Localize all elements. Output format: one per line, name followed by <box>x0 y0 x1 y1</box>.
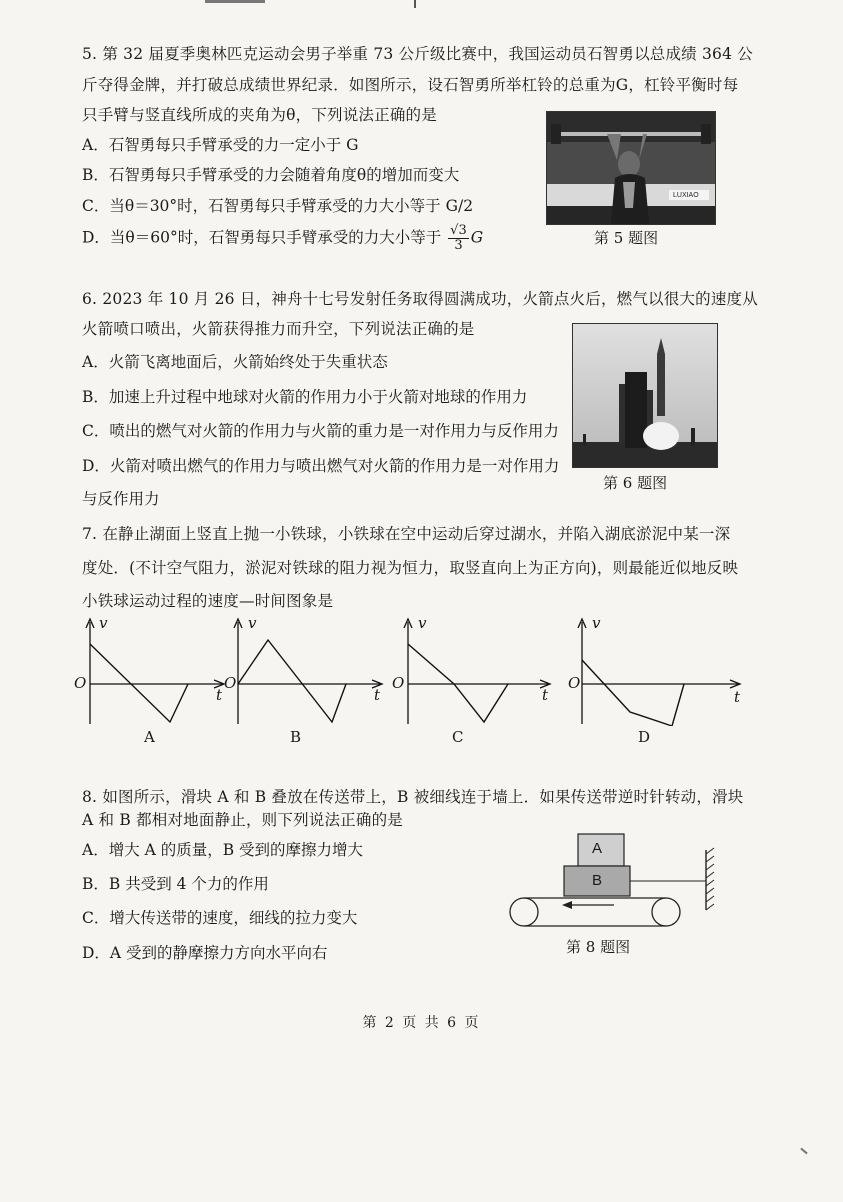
q5-option-d-g: G <box>470 228 484 247</box>
q8-option-d: D．A 受到的静摩擦力方向水平向右 <box>82 944 328 962</box>
block-b-label: B <box>592 872 603 889</box>
conveyor-diagram <box>506 832 726 932</box>
graph-c-origin: O <box>392 674 405 692</box>
scan-mark <box>205 0 265 3</box>
weightlifter-photo <box>546 111 716 225</box>
graph-b-v-label: v <box>248 614 257 632</box>
q6-stem-line-2: 火箭喷口喷出，火箭获得推力而升空，下列说法正确的是 <box>82 320 475 338</box>
q7-stem-line-2: 度处．(不计空气阻力，淤泥对铁球的阻力视为恒力，取竖直向上为正方向)，则最能近似地反映 <box>82 559 739 577</box>
q5-stem-line-3: 只手臂与竖直线所成的夹角为θ，下列说法正确的是 <box>82 106 437 124</box>
q6-option-a: A．火箭飞离地面后，火箭始终处于失重状态 <box>82 353 388 371</box>
rocket-launch-photo <box>572 323 718 468</box>
graph-b-t-label: t <box>374 686 381 704</box>
q7-stem-line-3: 小铁球运动过程的速度—时间图象是 <box>82 592 334 610</box>
graph-a-label: A <box>144 728 155 746</box>
q5-option-a: A．石智勇每只手臂承受的力一定小于 G <box>82 136 359 154</box>
q6-option-c: C．喷出的燃气对火箭的作用力与火箭的重力是一对作用力与反作用力 <box>82 422 559 440</box>
vt-graph-a-plot <box>72 616 232 726</box>
fraction-denominator: 3 <box>454 238 463 253</box>
vt-graph-b-plot <box>222 616 390 726</box>
q5-option-d-text: D．当θ＝60°时，石智勇每只手臂承受的力大小等于 <box>82 228 442 247</box>
q8-option-c: C．增大传送带的速度，细线的拉力变大 <box>82 909 358 927</box>
scan-mark <box>414 0 416 8</box>
q8-stem-line-2: A 和 B 都相对地面静止，则下列说法正确的是 <box>82 811 403 829</box>
q5-figure-caption: 第 5 题图 <box>594 229 659 247</box>
photo-banner-text: LUXIAO <box>673 192 699 199</box>
q6-option-d-line-1: D．火箭对喷出燃气的作用力与喷出燃气对火箭的作用力是一对作用力 <box>82 457 560 475</box>
block-a-label: A <box>592 840 603 857</box>
graph-a-t-label: t <box>216 686 223 704</box>
graph-c-v-label: v <box>418 614 427 632</box>
q5-option-c: C．当θ＝30°时，石智勇每只手臂承受的力大小等于 G/2 <box>82 197 474 215</box>
q8-figure-caption: 第 8 题图 <box>566 938 631 956</box>
weightlifter-image <box>547 112 715 224</box>
graph-d-label: D <box>638 728 651 746</box>
q5-stem-line-2: 斤夺得金牌，并打破总成绩世界纪录．如图所示，设石智勇所举杠铃的总重为G，杠铃平衡时每 <box>82 76 739 94</box>
graph-d-t-label: t <box>734 688 741 706</box>
vt-graph-c-plot <box>390 616 558 726</box>
q6-figure-caption: 第 6 题图 <box>603 474 668 492</box>
vt-graph-c[interactable] <box>390 616 558 751</box>
graph-c-label: C <box>452 728 464 746</box>
scan-mark <box>800 1148 807 1155</box>
vt-graph-b[interactable] <box>222 616 390 751</box>
q7-stem-line-1: 7. 在静止湖面上竖直上抛一小铁球，小铁球在空中运动后穿过湖水，并陷入湖底淤泥中某一深 <box>82 525 731 543</box>
vt-graph-a[interactable] <box>72 616 232 751</box>
q5-stem-line-1: 5. 第 32 届夏季奥林匹克运动会男子举重 73 公斤级比赛中，我国运动员石智勇以总成绩 364 公 <box>82 45 754 63</box>
graph-b-origin: O <box>224 674 237 692</box>
q8-option-b: B．B 共受到 4 个力的作用 <box>82 875 269 893</box>
q6-option-b: B．加速上升过程中地球对火箭的作用力小于火箭对地球的作用力 <box>82 388 528 406</box>
graph-b-label: B <box>290 728 302 746</box>
q6-option-d-line-2: 与反作用力 <box>82 490 160 508</box>
q6-stem-line-1: 6. 2023 年 10 月 26 日，神舟十七号发射任务取得圆满成功，火箭点火后，燃气以很大的速度从 <box>82 290 758 308</box>
graph-a-v-label: v <box>99 614 108 632</box>
q5-option-d <box>82 224 483 253</box>
q8-option-a: A．增大 A 的质量，B 受到的摩擦力增大 <box>82 841 364 859</box>
vt-graph-d[interactable] <box>566 616 746 751</box>
rocket-image <box>573 324 717 467</box>
page-footer: 第 2 页 共 6 页 <box>362 1015 481 1031</box>
graph-d-v-label: v <box>592 614 601 632</box>
conveyor-drawing <box>506 832 726 932</box>
q5-option-b: B．石智勇每只手臂承受的力会随着角度θ的增加而变大 <box>82 166 460 184</box>
graph-c-t-label: t <box>542 686 549 704</box>
q8-stem-line-1: 8. 如图所示，滑块 A 和 B 叠放在传送带上，B 被细线连于墙上．如果传送带逆时针转动，滑块 <box>82 788 744 806</box>
sqrt3-over-3-fraction <box>448 224 469 253</box>
graph-a-origin: O <box>74 674 87 692</box>
graph-d-origin: O <box>568 674 581 692</box>
fraction-numerator: √3 <box>450 223 467 238</box>
vt-graph-d-plot <box>566 616 746 726</box>
